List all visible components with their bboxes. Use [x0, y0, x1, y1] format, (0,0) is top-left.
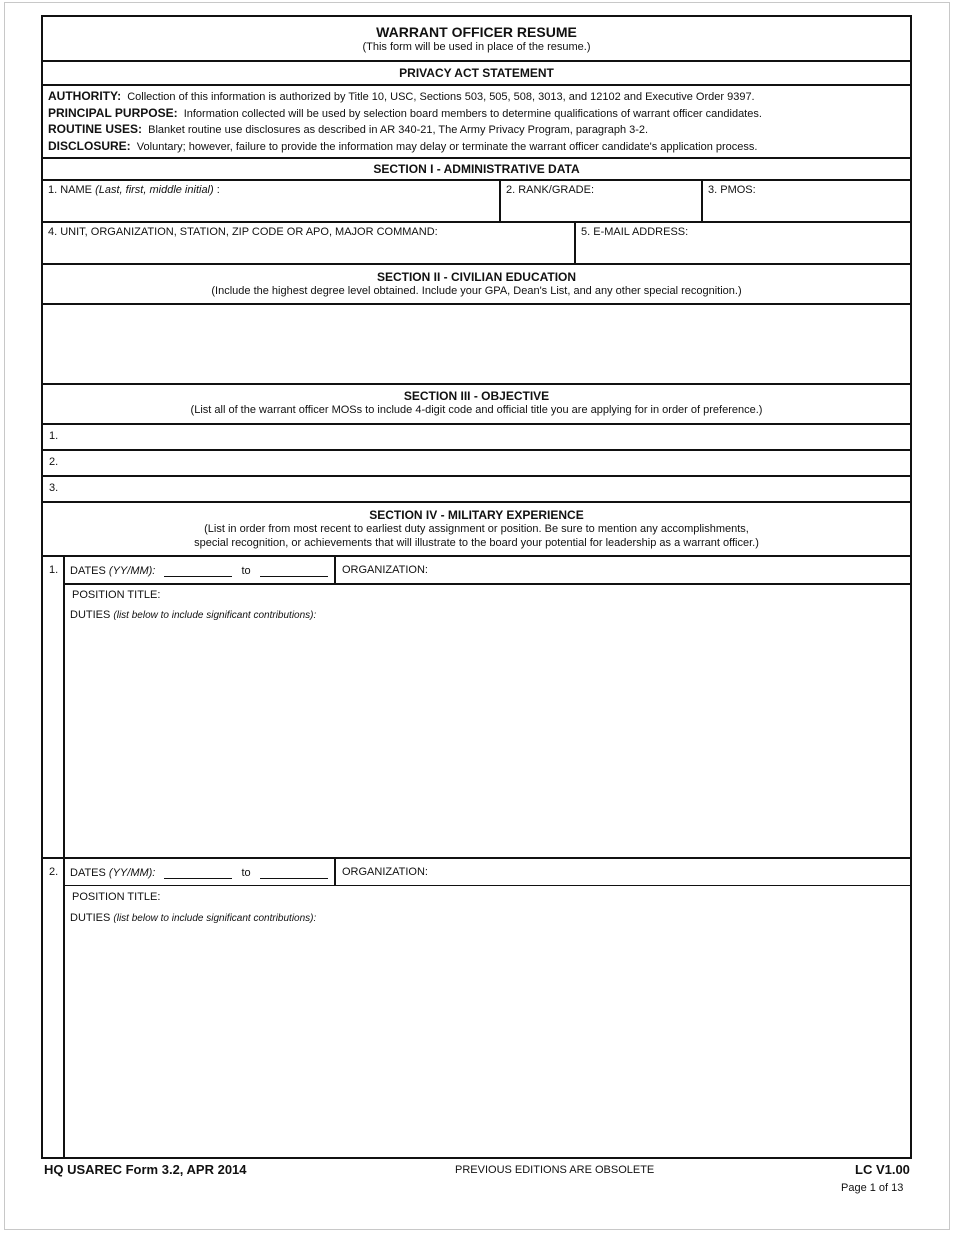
name-hint: (Last, first, middle initial): [95, 184, 214, 196]
section-4-instructions-line-2: special recognition, or achievements that will illustrate to the board your potential for leadership as a warrant officer.): [194, 537, 759, 549]
pmos-label: 3. PMOS:: [708, 184, 756, 196]
divider: [43, 157, 910, 159]
editions-notice: PREVIOUS EDITIONS ARE OBSOLETE: [455, 1164, 655, 1176]
section-3-instructions: (List all of the warrant officer MOSs to include 4-digit code and official title you are applying for in order of preference.): [190, 404, 763, 416]
duties-hint: (list below to include significant contributions):: [113, 610, 317, 621]
warrant-officer-resume-form: [41, 15, 912, 1159]
objective-number: 1.: [49, 430, 59, 442]
entry-1-organization-field[interactable]: [336, 558, 908, 583]
version-label: LC V1.00: [855, 1162, 910, 1177]
section-1-header: SECTION I - ADMINISTRATIVE DATA: [373, 162, 580, 176]
form-subtitle: (This form will be used in place of the resume.): [362, 41, 591, 53]
entry-number: 1.: [49, 564, 59, 576]
to-label: to: [241, 867, 251, 879]
civilian-education-field[interactable]: [43, 305, 910, 383]
email-field[interactable]: [576, 223, 906, 264]
name-label: 1. NAME: [48, 184, 93, 196]
divider: [64, 885, 910, 886]
entry-number: 2.: [49, 866, 59, 878]
dates-hint: (YY/MM):: [108, 867, 156, 879]
entry-2-duties: [70, 912, 316, 924]
dates-from-input[interactable]: [164, 564, 232, 577]
duties-label: DUTIES: [70, 609, 111, 621]
duties-hint: (list below to include significant contributions):: [113, 913, 317, 924]
authority-text: Collection of this information is authorized by Title 10, USC, Sections 503, 505, 508, 3013, and 12102 and Executive Order 9397.: [127, 91, 755, 103]
name-colon: :: [216, 184, 220, 196]
unit-field[interactable]: [43, 223, 574, 264]
entry-2-organization-field[interactable]: [336, 860, 908, 885]
to-label: to: [241, 565, 251, 577]
routine-uses-text: Blanket routine use disclosures as described in AR 340-21, The Army Privacy Program, paragraph 3-2.: [148, 124, 649, 137]
dates-hint: (YY/MM):: [108, 565, 156, 577]
disclosure-text: Voluntary; however, failure to provide the information may delay or terminate the warrant officer candidate's application process.: [136, 141, 758, 154]
privacy-act-header: PRIVACY ACT STATEMENT: [399, 66, 554, 80]
divider: [43, 383, 910, 385]
dates-label: DATES: [70, 565, 106, 577]
duties-label: DUTIES: [70, 912, 111, 924]
dates-to-input[interactable]: [260, 564, 328, 577]
dates-from-input[interactable]: [164, 866, 232, 879]
divider: [64, 583, 910, 585]
principal-purpose-text: Information collected will be used by selection board members to determine qualifications of warrant officer candidates.: [183, 107, 762, 120]
entry-2-dates: [70, 866, 328, 879]
divider: [43, 555, 910, 557]
entry-1-dates: [70, 564, 328, 577]
divider: [43, 263, 910, 265]
name-field[interactable]: [43, 181, 500, 222]
objective-number: 2.: [49, 456, 59, 468]
section-4-instructions-line-1: (List in order from most recent to earliest duty assignment or position. Be sure to mention any accomplishments,: [204, 523, 749, 535]
objective-line-1[interactable]: [43, 425, 910, 449]
position-title-label: POSITION TITLE:: [72, 891, 161, 903]
dates-label: DATES: [70, 867, 106, 879]
entry-1-duties-field[interactable]: [65, 625, 908, 856]
rank-grade-label: 2. RANK/GRADE:: [506, 184, 595, 196]
form-id: HQ USAREC Form 3.2, APR 2014: [44, 1162, 247, 1177]
authority-label: AUTHORITY:: [48, 89, 122, 103]
entry-2-duties-field[interactable]: [65, 929, 908, 1155]
email-label: 5. E-MAIL ADDRESS:: [581, 226, 689, 238]
position-title-label: POSITION TITLE:: [72, 589, 161, 601]
dates-to-input[interactable]: [260, 866, 328, 879]
divider: [43, 60, 910, 62]
objective-number: 3.: [49, 482, 59, 494]
section-4-header: SECTION IV - MILITARY EXPERIENCE: [369, 508, 584, 522]
disclosure-label: DISCLOSURE:: [48, 139, 131, 154]
organization-label: ORGANIZATION:: [342, 564, 428, 576]
organization-label: ORGANIZATION:: [342, 866, 428, 878]
objective-line-2[interactable]: [43, 451, 910, 475]
principal-purpose-label: PRINCIPAL PURPOSE:: [48, 105, 178, 120]
unit-label: 4. UNIT, ORGANIZATION, STATION, ZIP CODE OR APO, MAJOR COMMAND:: [48, 226, 438, 238]
form-title: WARRANT OFFICER RESUME: [376, 24, 577, 40]
rank-grade-field[interactable]: [501, 181, 701, 222]
section-3-header: SECTION III - OBJECTIVE: [403, 389, 550, 403]
divider: [43, 501, 910, 503]
privacy-act-statement: [48, 89, 908, 156]
section-2-instructions: (Include the highest degree level obtained. Include your GPA, Dean's List, and any other special recognition.): [211, 285, 742, 297]
divider: [43, 857, 910, 859]
entry-1-duties: [70, 609, 316, 621]
section-2-header: SECTION II - CIVILIAN EDUCATION: [376, 270, 577, 284]
divider: [43, 84, 910, 86]
routine-uses-label: ROUTINE USES:: [48, 122, 143, 137]
page-number: Page 1 of 13: [841, 1182, 904, 1194]
pmos-field[interactable]: [703, 181, 908, 222]
objective-line-3[interactable]: [43, 477, 910, 501]
